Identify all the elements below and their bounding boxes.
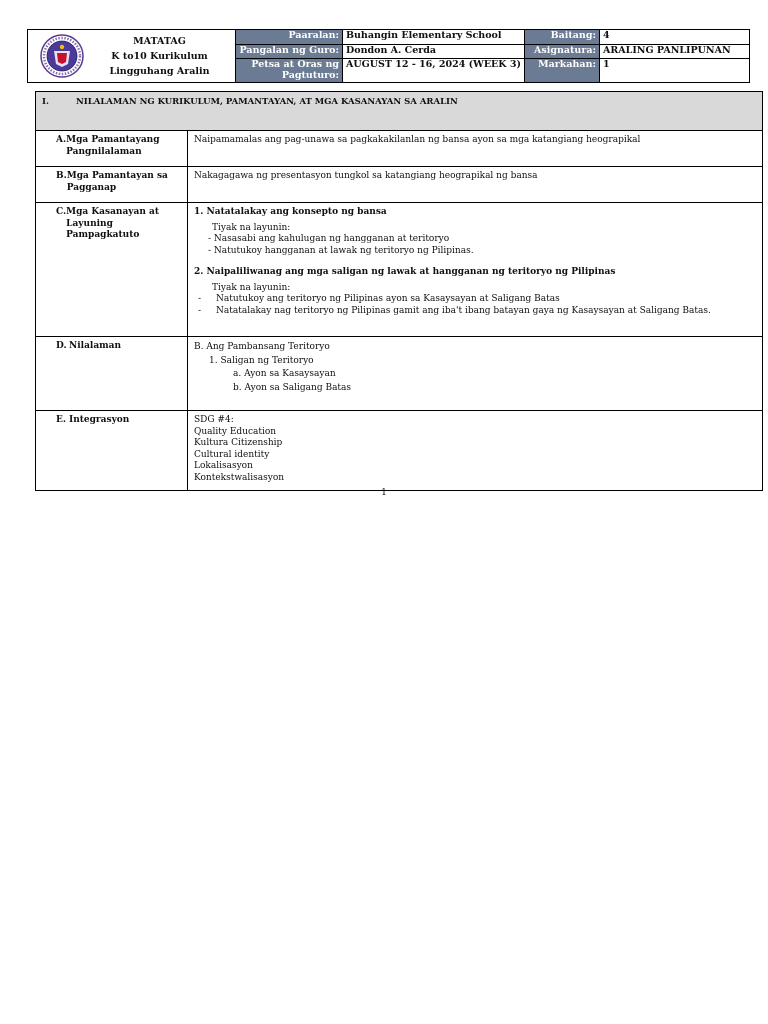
section-title: NILALAMAN NG KURIKULUM, PAMANTAYAN, AT MGA KASANAYAN SA ARALIN	[76, 97, 458, 107]
competency-2-title: 2. Naipaliliwanag ang mga saligan ng lawak at hangganan ng teritoryo ng Pilipinas	[194, 267, 616, 277]
brand-line-2: K to10 Kurikulum	[111, 50, 208, 62]
competency-1-bullet-1: - Nasasabi ang kahulugan ng hangganan at teritoryo	[208, 234, 450, 244]
row-c-letter: C.	[56, 207, 67, 217]
school-value: Buhangin Elementary School	[343, 30, 525, 45]
row-e-letter: E.	[56, 415, 66, 425]
competency-2-subhead: Tiyak na layunin:	[212, 282, 291, 293]
row-c-label: Mga Kasanayan at Layuning Pampagkatuto	[66, 207, 160, 240]
integration-line: SDG #4:	[194, 415, 234, 425]
integration-line: Kultura Citizenship	[194, 438, 283, 448]
competency-1-title: 1. Natatalakay ang konsepto ng bansa	[194, 207, 387, 217]
integration-line: Lokalisasyon	[194, 461, 253, 471]
curriculum-table-wrap	[35, 91, 762, 491]
quarter-label: Markahan:	[525, 59, 600, 83]
grade-value: 4	[600, 30, 750, 45]
competency-2-dash: -	[198, 305, 202, 316]
quarter-value: 1	[600, 59, 750, 83]
content-line-4: b. Ayon sa Saligang Batas	[233, 382, 352, 393]
row-performance-standards	[36, 167, 763, 203]
grade-label: Baitang:	[525, 30, 600, 45]
row-e-label: Integrasyon	[69, 415, 130, 425]
school-label: Paaralan:	[236, 30, 343, 45]
row-learning-competencies	[36, 203, 763, 337]
row-d-label: Nilalaman	[69, 341, 122, 351]
section-header-row	[36, 92, 763, 131]
teacher-label: Pangalan ng Guro:	[236, 45, 343, 59]
section-number: I.	[42, 97, 49, 107]
header-table	[27, 29, 750, 83]
competency-2-dash: -	[198, 294, 202, 304]
date-label: Petsa at Oras ng Pagtuturo:	[236, 59, 343, 83]
row-content	[36, 337, 763, 411]
competency-2-bullet-2: Natatalakay nag teritoryo ng Pilipinas gamit ang iba't ibang batayan gaya ng Kasaysayan at Saligang Batas.	[216, 305, 711, 316]
content-line-1: B. Ang Pambansang Teritoryo	[194, 342, 330, 352]
integration-line: Quality Education	[194, 426, 277, 437]
row-d-letter: D.	[56, 341, 67, 351]
subject-value: ARALING PANLIPUNAN	[600, 45, 750, 59]
brand-cell	[28, 30, 236, 83]
competency-1-subhead: Tiyak na layunin:	[212, 222, 291, 233]
lesson-header	[27, 29, 749, 82]
row-a-text: Naipamamalas ang pag-unawa sa pagkakakilanlan ng bansa ayon sa mga katangiang heograpikal	[188, 131, 763, 167]
integration-line: Cultural identity	[194, 449, 270, 460]
content-line-3: a. Ayon sa Kasaysayan	[233, 369, 336, 379]
competency-2-bullet-1: Natutukoy ang teritoryo ng Pilipinas ayon sa Kasaysayan at Saligang Batas	[216, 294, 560, 304]
row-b-text: Nakagagawa ng presentasyon tungkol sa katangiang heograpikal ng bansa	[188, 167, 763, 203]
row-content-standards	[36, 131, 763, 167]
brand-line-1: MATATAG	[133, 35, 186, 47]
row-a-label: Mga Pamantayang Pangnilalaman	[66, 135, 160, 157]
content-line-2: 1. Saligan ng Teritoryo	[209, 355, 314, 366]
brand-line-3: Lingguhang Aralin	[109, 65, 210, 77]
subject-label: Asignatura:	[525, 45, 600, 59]
integration-line: Kontekstwalisasyon	[194, 472, 285, 483]
competency-1-bullet-2: - Natutukoy hangganan at lawak ng teritoryo ng Pilipinas.	[208, 245, 474, 256]
date-value: AUGUST 12 - 16, 2024 (WEEK 3)	[343, 59, 525, 83]
deped-seal-icon	[40, 34, 84, 78]
row-a-letter: A.	[56, 135, 67, 145]
row-b-letter: B.	[56, 171, 67, 181]
row-integration	[36, 411, 763, 491]
curriculum-table	[35, 91, 763, 491]
row-b-label: Mga Pamantayan sa Pagganap	[66, 171, 168, 193]
page-number: 1	[381, 488, 387, 498]
teacher-value: Dondon A. Cerda	[343, 45, 525, 59]
